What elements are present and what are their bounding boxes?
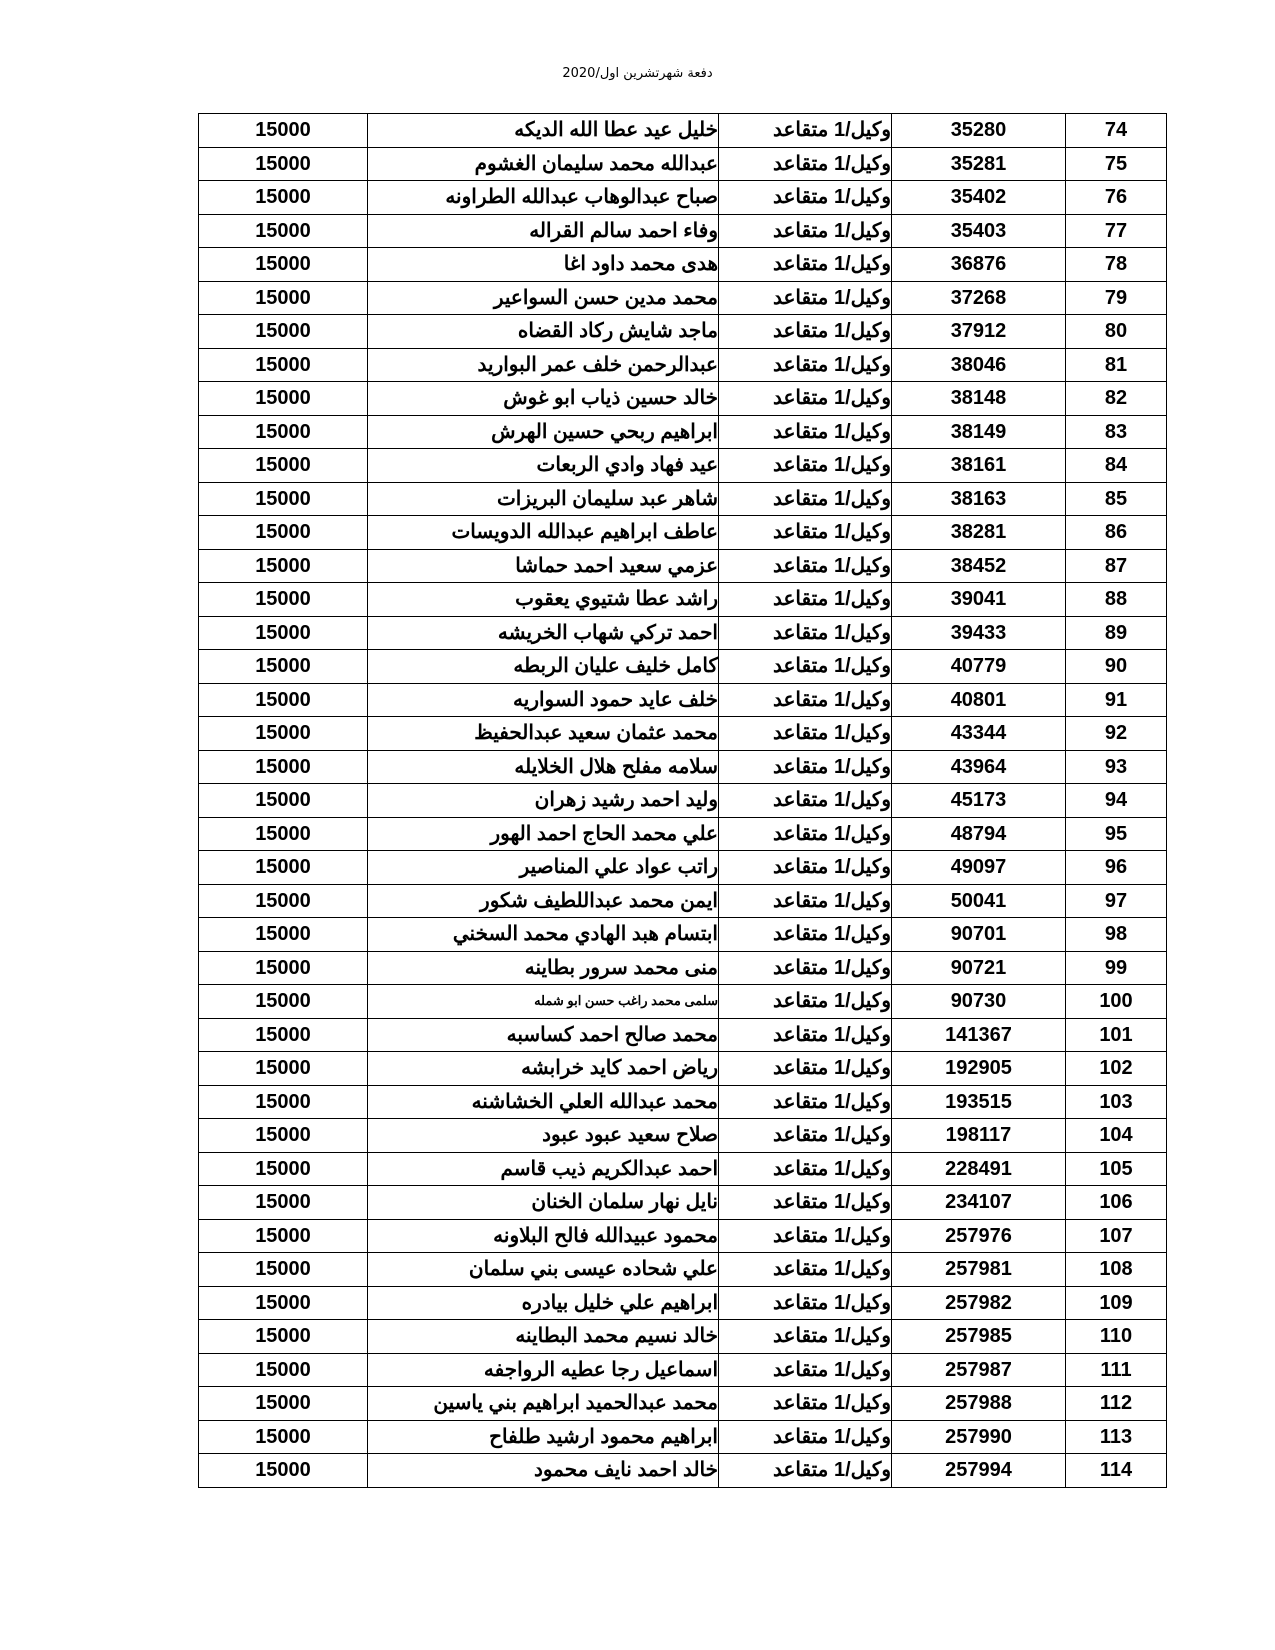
rank-cell: وكيل/1 متقاعد — [719, 1387, 892, 1421]
table-row — [199, 1219, 1167, 1253]
amount-cell: 15000 — [199, 951, 368, 985]
row-number-cell: 84 — [1066, 449, 1167, 483]
amount-cell: 15000 — [199, 181, 368, 215]
row-number-cell: 91 — [1066, 683, 1167, 717]
table-row — [199, 1186, 1167, 1220]
table-row — [199, 147, 1167, 181]
row-number-cell: 97 — [1066, 884, 1167, 918]
amount-cell: 15000 — [199, 1052, 368, 1086]
table-row — [199, 951, 1167, 985]
name-cell: وفاء احمد سالم القراله — [368, 214, 719, 248]
row-number-cell: 98 — [1066, 918, 1167, 952]
rank-cell: وكيل/1 متقاعد — [719, 214, 892, 248]
rank-cell: وكيل/1 متقاعد — [719, 750, 892, 784]
id-cell: 50041 — [892, 884, 1066, 918]
payment-table — [198, 113, 1167, 1488]
row-number-cell: 81 — [1066, 348, 1167, 382]
table-row — [199, 851, 1167, 885]
name-cell: محمود عبيدالله فالح البلاونه — [368, 1219, 719, 1253]
page-title: دفعة شهرتشرين اول/2020 — [562, 66, 713, 81]
row-number-cell: 108 — [1066, 1253, 1167, 1287]
id-cell: 234107 — [892, 1186, 1066, 1220]
table-row — [199, 248, 1167, 282]
amount-cell: 15000 — [199, 1253, 368, 1287]
amount-cell: 15000 — [199, 750, 368, 784]
amount-cell: 15000 — [199, 918, 368, 952]
amount-cell: 15000 — [199, 583, 368, 617]
table-row — [199, 482, 1167, 516]
table-row — [199, 1353, 1167, 1387]
row-number-cell: 89 — [1066, 616, 1167, 650]
amount-cell: 15000 — [199, 683, 368, 717]
id-cell: 257976 — [892, 1219, 1066, 1253]
name-cell: راشد عطا شتيوي يعقوب — [368, 583, 719, 617]
row-number-cell: 109 — [1066, 1286, 1167, 1320]
table-row — [199, 1085, 1167, 1119]
row-number-cell: 107 — [1066, 1219, 1167, 1253]
name-cell: محمد مدين حسن السواعير — [368, 281, 719, 315]
table-row — [199, 1052, 1167, 1086]
rank-cell: وكيل/1 متقاعد — [719, 884, 892, 918]
table-row — [199, 382, 1167, 416]
amount-cell: 15000 — [199, 784, 368, 818]
row-number-cell: 94 — [1066, 784, 1167, 818]
rank-cell: وكيل/1 متقاعد — [719, 951, 892, 985]
name-cell: عيد فهاد وادي الربعات — [368, 449, 719, 483]
id-cell: 38452 — [892, 549, 1066, 583]
row-number-cell: 85 — [1066, 482, 1167, 516]
name-cell: ابراهيم ربحي حسين الهرش — [368, 415, 719, 449]
id-cell: 38148 — [892, 382, 1066, 416]
table-row — [199, 181, 1167, 215]
name-cell: وليد احمد رشيد زهران — [368, 784, 719, 818]
row-number-cell: 105 — [1066, 1152, 1167, 1186]
amount-cell: 15000 — [199, 549, 368, 583]
table-row — [199, 750, 1167, 784]
amount-cell: 15000 — [199, 482, 368, 516]
name-cell: سلمى محمد راغب حسن ابو شمله — [368, 985, 719, 1019]
amount-cell: 15000 — [199, 1286, 368, 1320]
name-cell: سلامه مفلح هلال الخلايله — [368, 750, 719, 784]
name-cell: محمد عبدالحميد ابراهيم بني ياسين — [368, 1387, 719, 1421]
name-cell: احمد تركي شهاب الخريشه — [368, 616, 719, 650]
rank-cell: وكيل/1 متقاعد — [719, 817, 892, 851]
rank-cell: وكيل/1 متقاعد — [719, 650, 892, 684]
rank-cell: وكيل/1 متقاعد — [719, 1152, 892, 1186]
row-number-cell: 96 — [1066, 851, 1167, 885]
amount-cell: 15000 — [199, 449, 368, 483]
amount-cell: 15000 — [199, 1320, 368, 1354]
name-cell: خلف عايد حمود السواريه — [368, 683, 719, 717]
row-number-cell: 103 — [1066, 1085, 1167, 1119]
table-row — [199, 549, 1167, 583]
rank-cell: وكيل/1 متقاعد — [719, 616, 892, 650]
rank-cell: وكيل/1 متقاعد — [719, 248, 892, 282]
table-row — [199, 683, 1167, 717]
name-cell: منى محمد سرور بطاينه — [368, 951, 719, 985]
rank-cell: وكيل/1 متقاعد — [719, 1085, 892, 1119]
table-row — [199, 1253, 1167, 1287]
rank-cell: وكيل/1 متقاعد — [719, 784, 892, 818]
row-number-cell: 93 — [1066, 750, 1167, 784]
name-cell: احمد عبدالكريم ذيب قاسم — [368, 1152, 719, 1186]
name-cell: ابراهيم محمود ارشيد طلفاح — [368, 1420, 719, 1454]
table-row — [199, 817, 1167, 851]
id-cell: 257987 — [892, 1353, 1066, 1387]
amount-cell: 15000 — [199, 1353, 368, 1387]
name-cell: محمد عثمان سعيد عبدالحفيظ — [368, 717, 719, 751]
rank-cell: وكيل/1 متقاعد — [719, 1320, 892, 1354]
table-row — [199, 1286, 1167, 1320]
amount-cell: 15000 — [199, 214, 368, 248]
id-cell: 90730 — [892, 985, 1066, 1019]
amount-cell: 15000 — [199, 1119, 368, 1153]
name-cell: علي محمد الحاج احمد الهور — [368, 817, 719, 851]
amount-cell: 15000 — [199, 1186, 368, 1220]
id-cell: 257981 — [892, 1253, 1066, 1287]
rank-cell: وكيل/1 متقاعد — [719, 1186, 892, 1220]
name-cell: راتب عواد علي المناصير — [368, 851, 719, 885]
table-row — [199, 884, 1167, 918]
row-number-cell: 113 — [1066, 1420, 1167, 1454]
table-row — [199, 717, 1167, 751]
id-cell: 38046 — [892, 348, 1066, 382]
rank-cell: وكيل/1 متقاعد — [719, 1219, 892, 1253]
table-row — [199, 1387, 1167, 1421]
rank-cell: وكيل/1 متقاعد — [719, 1420, 892, 1454]
amount-cell: 15000 — [199, 1454, 368, 1488]
id-cell: 257985 — [892, 1320, 1066, 1354]
id-cell: 40779 — [892, 650, 1066, 684]
rank-cell: وكيل/1 متقاعد — [719, 851, 892, 885]
rank-cell: وكيل/1 متقاعد — [719, 482, 892, 516]
id-cell: 35280 — [892, 114, 1066, 148]
name-cell: عبدالرحمن خلف عمر البواريد — [368, 348, 719, 382]
rank-cell: وكيل/1 متقاعد — [719, 1052, 892, 1086]
id-cell: 49097 — [892, 851, 1066, 885]
table-row — [199, 1152, 1167, 1186]
rank-cell: وكيل/1 متقاعد — [719, 147, 892, 181]
row-number-cell: 74 — [1066, 114, 1167, 148]
amount-cell: 15000 — [199, 382, 368, 416]
amount-cell: 15000 — [199, 315, 368, 349]
row-number-cell: 95 — [1066, 817, 1167, 851]
id-cell: 257990 — [892, 1420, 1066, 1454]
amount-cell: 15000 — [199, 1018, 368, 1052]
rank-cell: وكيل/1 متقاعد — [719, 1353, 892, 1387]
id-cell: 192905 — [892, 1052, 1066, 1086]
amount-cell: 15000 — [199, 1387, 368, 1421]
name-cell: ايمن محمد عبداللطيف شكور — [368, 884, 719, 918]
rank-cell: وكيل/1 متقاعد — [719, 717, 892, 751]
row-number-cell: 88 — [1066, 583, 1167, 617]
name-cell: خليل عيد عطا الله الديكه — [368, 114, 719, 148]
rank-cell: وكيل/1 متقاعد — [719, 315, 892, 349]
name-cell: رياض احمد كايد خرابشه — [368, 1052, 719, 1086]
id-cell: 40801 — [892, 683, 1066, 717]
rank-cell: وكيل/1 متقاعد — [719, 583, 892, 617]
row-number-cell: 100 — [1066, 985, 1167, 1019]
amount-cell: 15000 — [199, 415, 368, 449]
id-cell: 141367 — [892, 1018, 1066, 1052]
table-row — [199, 985, 1167, 1019]
table-row — [199, 415, 1167, 449]
amount-cell: 15000 — [199, 147, 368, 181]
name-cell: ابتسام هبد الهادي محمد السخني — [368, 918, 719, 952]
amount-cell: 15000 — [199, 281, 368, 315]
id-cell: 38149 — [892, 415, 1066, 449]
name-cell: هدى محمد داود اغا — [368, 248, 719, 282]
id-cell: 39041 — [892, 583, 1066, 617]
id-cell: 38281 — [892, 516, 1066, 550]
id-cell: 35402 — [892, 181, 1066, 215]
amount-cell: 15000 — [199, 114, 368, 148]
table-row — [199, 1454, 1167, 1488]
row-number-cell: 112 — [1066, 1387, 1167, 1421]
rank-cell: وكيل/1 متقاعد — [719, 549, 892, 583]
name-cell: نايل نهار سلمان الخنان — [368, 1186, 719, 1220]
id-cell: 45173 — [892, 784, 1066, 818]
table-row — [199, 516, 1167, 550]
name-cell: ماجد شايش ركاد القضاه — [368, 315, 719, 349]
rank-cell: وكيل/1 متقاعد — [719, 918, 892, 952]
row-number-cell: 101 — [1066, 1018, 1167, 1052]
rank-cell: وكيل/1 متقاعد — [719, 114, 892, 148]
rank-cell: وكيل/1 متقاعد — [719, 415, 892, 449]
table-row — [199, 1420, 1167, 1454]
id-cell: 37912 — [892, 315, 1066, 349]
name-cell: شاهر عبد سليمان البريزات — [368, 482, 719, 516]
row-number-cell: 114 — [1066, 1454, 1167, 1488]
row-number-cell: 76 — [1066, 181, 1167, 215]
rank-cell: وكيل/1 متقاعد — [719, 348, 892, 382]
rank-cell: وكيل/1 متقاعد — [719, 683, 892, 717]
table-row — [199, 616, 1167, 650]
amount-cell: 15000 — [199, 1420, 368, 1454]
rank-cell: وكيل/1 متقاعد — [719, 985, 892, 1019]
row-number-cell: 110 — [1066, 1320, 1167, 1354]
row-number-cell: 79 — [1066, 281, 1167, 315]
row-number-cell: 86 — [1066, 516, 1167, 550]
rank-cell: وكيل/1 متقاعد — [719, 1286, 892, 1320]
amount-cell: 15000 — [199, 1085, 368, 1119]
rank-cell: وكيل/1 متقاعد — [719, 516, 892, 550]
name-cell: ابراهيم علي خليل بيادره — [368, 1286, 719, 1320]
row-number-cell: 102 — [1066, 1052, 1167, 1086]
id-cell: 198117 — [892, 1119, 1066, 1153]
rank-cell: وكيل/1 متقاعد — [719, 1018, 892, 1052]
table-row — [199, 214, 1167, 248]
name-cell: خالد حسين ذياب ابو غوش — [368, 382, 719, 416]
amount-cell: 15000 — [199, 650, 368, 684]
id-cell: 35403 — [892, 214, 1066, 248]
name-cell: عبدالله محمد سليمان الغشوم — [368, 147, 719, 181]
id-cell: 48794 — [892, 817, 1066, 851]
id-cell: 257994 — [892, 1454, 1066, 1488]
row-number-cell: 82 — [1066, 382, 1167, 416]
id-cell: 35281 — [892, 147, 1066, 181]
rank-cell: وكيل/1 متقاعد — [719, 1119, 892, 1153]
id-cell: 43964 — [892, 750, 1066, 784]
row-number-cell: 77 — [1066, 214, 1167, 248]
table-row — [199, 650, 1167, 684]
row-number-cell: 104 — [1066, 1119, 1167, 1153]
name-cell: صلاح سعيد عبود عبود — [368, 1119, 719, 1153]
id-cell: 257988 — [892, 1387, 1066, 1421]
rank-cell: وكيل/1 متقاعد — [719, 181, 892, 215]
amount-cell: 15000 — [199, 1152, 368, 1186]
id-cell: 39433 — [892, 616, 1066, 650]
name-cell: اسماعيل رجا عطيه الرواجفه — [368, 1353, 719, 1387]
table-row — [199, 1320, 1167, 1354]
name-cell: خالد نسيم محمد البطاينه — [368, 1320, 719, 1354]
id-cell: 257982 — [892, 1286, 1066, 1320]
amount-cell: 15000 — [199, 851, 368, 885]
table-row — [199, 918, 1167, 952]
id-cell: 37268 — [892, 281, 1066, 315]
row-number-cell: 106 — [1066, 1186, 1167, 1220]
name-cell: عاطف ابراهيم عبدالله الدويسات — [368, 516, 719, 550]
name-cell: صباح عبدالوهاب عبدالله الطراونه — [368, 181, 719, 215]
amount-cell: 15000 — [199, 348, 368, 382]
table-row — [199, 449, 1167, 483]
id-cell: 228491 — [892, 1152, 1066, 1186]
row-number-cell: 90 — [1066, 650, 1167, 684]
table-row — [199, 348, 1167, 382]
id-cell: 36876 — [892, 248, 1066, 282]
id-cell: 43344 — [892, 717, 1066, 751]
table-row — [199, 281, 1167, 315]
name-cell: خالد احمد نايف محمود — [368, 1454, 719, 1488]
name-cell: كامل خليف عليان الربطه — [368, 650, 719, 684]
table-row — [199, 114, 1167, 148]
rank-cell: وكيل/1 متقاعد — [719, 449, 892, 483]
name-cell: محمد عبدالله العلي الخشاشنه — [368, 1085, 719, 1119]
id-cell: 90721 — [892, 951, 1066, 985]
table-row — [199, 583, 1167, 617]
row-number-cell: 99 — [1066, 951, 1167, 985]
table-row — [199, 1018, 1167, 1052]
row-number-cell: 83 — [1066, 415, 1167, 449]
amount-cell: 15000 — [199, 817, 368, 851]
amount-cell: 15000 — [199, 1219, 368, 1253]
row-number-cell: 111 — [1066, 1353, 1167, 1387]
table-row — [199, 1119, 1167, 1153]
amount-cell: 15000 — [199, 516, 368, 550]
rank-cell: وكيل/1 متقاعد — [719, 1253, 892, 1287]
rank-cell: وكيل/1 متقاعد — [719, 1454, 892, 1488]
row-number-cell: 78 — [1066, 248, 1167, 282]
name-cell: محمد صالح احمد كساسبه — [368, 1018, 719, 1052]
amount-cell: 15000 — [199, 616, 368, 650]
rank-cell: وكيل/1 متقاعد — [719, 382, 892, 416]
amount-cell: 15000 — [199, 717, 368, 751]
name-cell: علي شحاده عيسى بني سلمان — [368, 1253, 719, 1287]
id-cell: 193515 — [892, 1085, 1066, 1119]
amount-cell: 15000 — [199, 985, 368, 1019]
name-cell: عزمي سعيد احمد حماشا — [368, 549, 719, 583]
amount-cell: 15000 — [199, 884, 368, 918]
row-number-cell: 80 — [1066, 315, 1167, 349]
table-row — [199, 315, 1167, 349]
amount-cell: 15000 — [199, 248, 368, 282]
id-cell: 38161 — [892, 449, 1066, 483]
row-number-cell: 75 — [1066, 147, 1167, 181]
row-number-cell: 92 — [1066, 717, 1167, 751]
row-number-cell: 87 — [1066, 549, 1167, 583]
table-row — [199, 784, 1167, 818]
id-cell: 38163 — [892, 482, 1066, 516]
rank-cell: وكيل/1 متقاعد — [719, 281, 892, 315]
payment-table-body — [199, 114, 1167, 1488]
id-cell: 90701 — [892, 918, 1066, 952]
